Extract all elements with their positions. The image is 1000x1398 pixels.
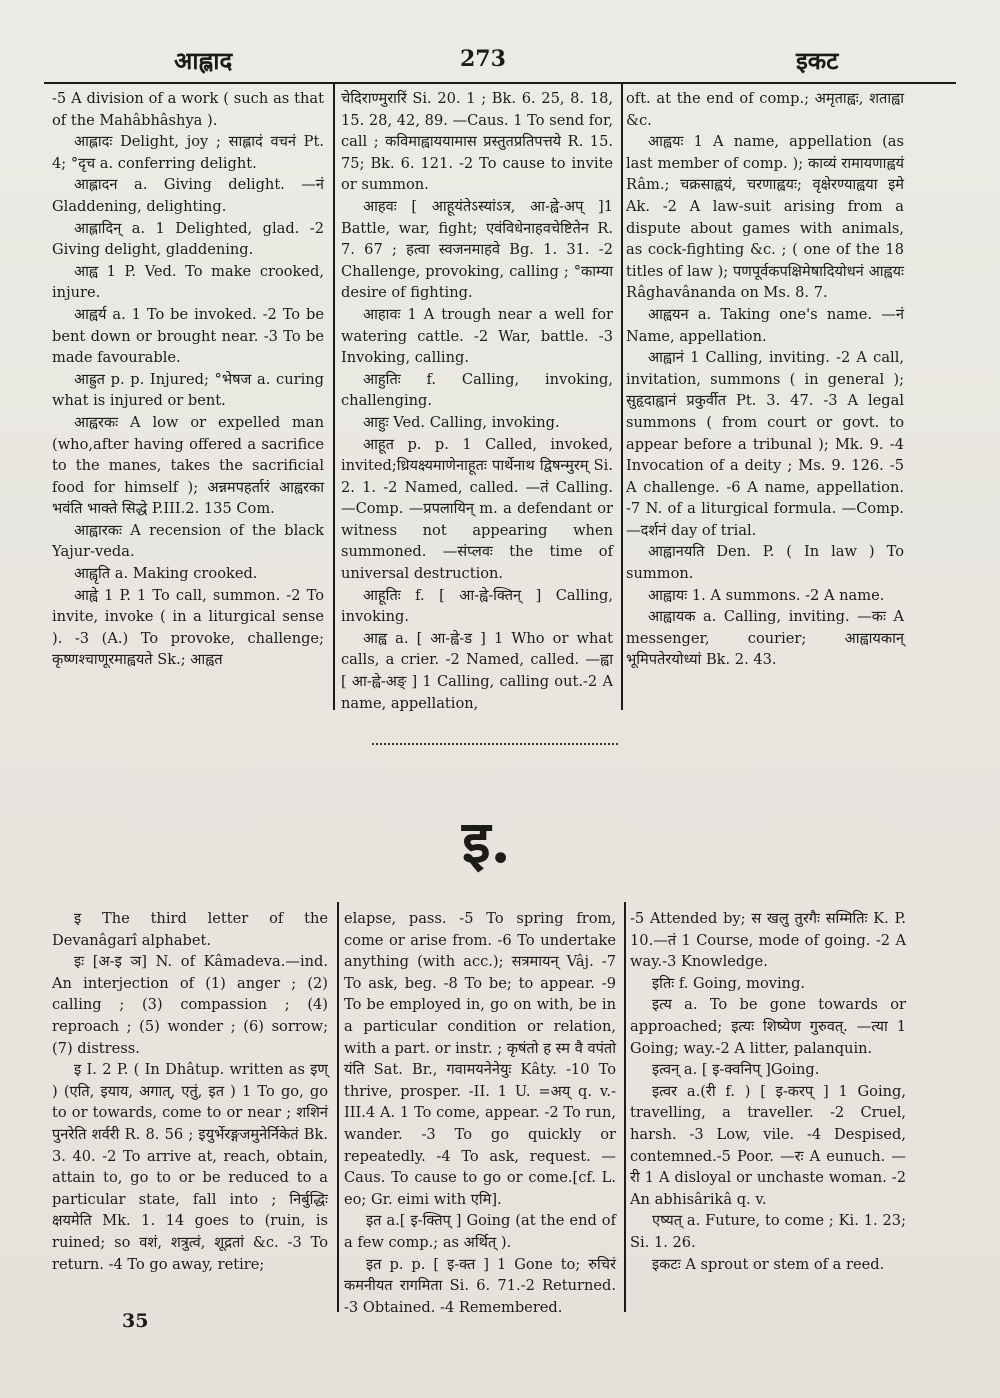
- entry: इत्वन् a. [ इ-क्वनिप् ]Going.: [652, 1061, 820, 1079]
- entry: आह्वारकः A recension of the black Yajur-veda.: [52, 521, 324, 561]
- bottom-column-2: [344, 908, 616, 1318]
- entry: इत्वर a.(री f. ) [ इ-करप् ] 1 Going, travelling, a traveller. -2 Cruel, harsh. -3 Low, vile. -4 Despised, contemned.-5 Poor. —रः A eunuch. —री 1 A disloyal or unchaste woman. -2 An abhisârikâ q. v.: [630, 1082, 906, 1208]
- header-rule: [44, 82, 956, 84]
- entry: आह्वरकः A low or expelled man (who,after having offered a sacrifice to the manes, takes the sacrificial food for himself ); अन्नमपहर्तारं आह्वरका भवंति भाक्ते सिद्धे P.III.2. 135 Com.: [52, 413, 324, 518]
- entry: आहुतिः f. Calling, invoking, challenging.: [341, 370, 613, 410]
- top-column-2: [341, 88, 613, 714]
- entry: आह्लादन a. Giving delight. —नं Gladdening, delighting.: [52, 176, 324, 215]
- entry: इत a.[ इ-क्तिप् ] Going (at the end of a few comp.; as अर्थित् ).: [344, 1212, 616, 1251]
- entry: -5 A division of a work ( such as that of the Mahâbhâshya ).: [52, 90, 324, 129]
- entry: आह्व 1 P. Ved. To make crooked, injure.: [52, 262, 324, 302]
- column-divider-bottom-2: [624, 902, 626, 1312]
- column-divider-top-2: [621, 84, 623, 710]
- bottom-column-3: [630, 908, 906, 1275]
- entry: आह्वर्य a. 1 To be invoked. -2 To be bent down or brought near. -3 To be made favourable.: [52, 305, 324, 367]
- entry: चेदिराण्मुरारिं Si. 20. 1 ; Bk. 6. 25, 8. 18, 15. 28, 42, 89. —Caus. 1 To send for, call ; कविमाह्वाययामास प्रस्तुतप्रतिपत्तये R. 15. 75; Bk. 6. 121. -2 To cause to invite or summon.: [341, 90, 613, 194]
- entry: इ I. 2 P. ( In Dhâtup. written as इण् ) (एति, इयाय, अगात्, एतुं, इत ) 1 To go, go to or towards, come to or near ; शशिनं पुनरेति शर्वरी R. 8. 56 ; इयुर्भेरङ्गजमुनेर्निकेतं Bk. 3. 40. -2 To arrive at, reach, obtain, attain to, go to or be reduced to a particular state, fall into ; निर्बुद्धिः क्षयमेति Mk. 1. 14 goes to (ruin, is ruined; so वशं, शत्रुत्वं, शूद्रतां &c. -3 To return. -4 To go away, retire;: [52, 1061, 328, 1273]
- entry: आह्लादिन् a. 1 Delighted, glad. -2 Giving delight, gladdening.: [52, 219, 324, 259]
- column-divider-bottom-1: [337, 902, 339, 1312]
- entry: आह्वानयति Den. P. ( In law ) To summon.: [626, 543, 904, 583]
- entry: आह्रुत p. p. Injured; °भेषज a. curing what is injured or bent.: [52, 370, 324, 410]
- entry: oft. at the end of comp.; अमृताह्वः, शताह्वा &c.: [626, 90, 904, 129]
- entry: आहूतिः f. [ आ-ह्वे-क्तिन् ] Calling, invoking.: [341, 586, 613, 626]
- entry: आह्वृति a. Making crooked.: [74, 565, 258, 583]
- entry: आह्वायः 1. A summons. -2 A name.: [648, 586, 885, 604]
- section-separator: [372, 743, 618, 745]
- entry: आहवः [ आहूयंतेऽस्यांऽत्र, आ-ह्वे-अप् ]1 Battle, war, fight; एवंविधेनाहवचेष्टितेन R. 7. 67 ; हत्वा स्वजनमाहवे Bg. 1. 31. -2 Challenge, provoking, calling ; °काम्या desire of fighting.: [341, 197, 613, 302]
- page-header: [0, 38, 1000, 78]
- entry: elapse, pass. -5 To spring from, come or arise from. -6 To undertake anything (with acc.); सत्रमायन् Vâj. -7 To ask, beg. -8 To be; to appear. -9 To be employed in, go on with, be in a particular condition or relation, with a part. or instr. ; कृषंतो ह स्म वै वपंतो यंति Sat. Br., गवामयनेनेयुः Kâty. -10 To thrive, prosper. -II. 1 U. =अय् q. v.-III.4 A. 1 To come, appear. -2 To run, wander. -3 To go quickly or repeatedly. -4 To ask, request. —Caus. To cause to go or come.[cf. L. eo; Gr. eimi with एमि].: [344, 910, 616, 1208]
- entry: इः [अ-इ ञ] N. of Kâmadeva.—ind. An interjection of (1) anger ; (2) calling ; (3) compassion ; (4) reproach ; (5) wonder ; (6) sorrow; (7) distress.: [52, 953, 328, 1057]
- entry: आह्वानं 1 Calling, inviting. -2 A call, invitation, summons ( in general ); सुहृदाह्वानं प्रकुर्वीत Pt. 3. 47. -3 A legal summons ( from court or govt. to appear before a tribunal ); Mk. 9. -4 Invocation of a deity ; Ms. 9. 126. -5 A challenge. -6 A name, appellation. -7 N. of a liturgical formula. —Comp. —दर्शनं day of trial.: [626, 349, 904, 539]
- signature-mark: 35: [122, 1310, 149, 1332]
- entry: -5 Attended by; स खलु तुरगैः सम्मितिः K. P. 10.—तं 1 Course, mode of going. -2 A way.-3 Knowledge.: [630, 910, 906, 971]
- top-column-1: [52, 88, 324, 671]
- left-guide-word: आह्लाद: [174, 46, 233, 75]
- entry: इ The third letter of the Devanâgarî alphabet.: [52, 910, 328, 949]
- section-letter: इ.: [462, 808, 511, 876]
- entry: आह्वायक a. Calling, inviting. —कः A messenger, courier; आह्वायकान् भूमिपतेरयोध्यां Bk. 2. 43.: [626, 608, 904, 669]
- entry: इत p. p. [ इ-क्त ] 1 Gone to; रुचिरं कमनीयत रागमिता Si. 6. 71.-2 Returned. -3 Obtained. -4 Remembered.: [344, 1255, 616, 1316]
- top-column-3: [626, 88, 904, 671]
- entry: आह्वे 1 P. 1 To call, summon. -2 To invite, invoke ( in a liturgical sense ). -3 (A.) To provoke, challenge; कृष्णश्चाणूरमाह्वयते Sk.; आह्वत: [52, 586, 324, 669]
- entry: इकटः A sprout or stem of a reed.: [652, 1255, 885, 1273]
- page-number: 273: [460, 46, 506, 72]
- right-guide-word: इकट: [796, 46, 839, 75]
- entry: इतिः f. Going, moving.: [652, 974, 806, 992]
- bottom-column-1: [52, 908, 328, 1275]
- column-divider-top-1: [333, 84, 335, 710]
- entry: आहावः 1 A trough near a well for watering cattle. -2 War, battle. -3 Invoking, calling.: [341, 305, 613, 367]
- entry: आह्वयन a. Taking one's name. —नं Name, appellation.: [626, 305, 904, 345]
- entry: आहूत p. p. 1 Called, invoked, invited;ध्रियक्ष्यमाणेनाहूतः पार्थेनाथ द्विषन्मुरम् Si. 2. 1. -2 Named, called. —तं Calling. —Comp. —प्रपलायिन् m. a defendant or witness not appearing when summoned. —संप्लवः the time of universal destruction.: [341, 435, 613, 583]
- entry: आहुः Ved. Calling, invoking.: [363, 413, 560, 431]
- entry: आह्लादः Delight, joy ; साह्लादं वचनं Pt. 4; °दृच a. conferring delight.: [52, 133, 324, 172]
- entry: इत्य a. To be gone towards or approached; इत्यः शिष्येण गुरुवत्. —त्या 1 Going; way.-2 A litter, palanquin.: [630, 996, 906, 1057]
- entry: एष्यत् a. Future, to come ; Ki. 1. 23; Si. 1. 26.: [630, 1212, 906, 1251]
- entry: आह्वयः 1 A name, appellation (as last member of comp. ); काव्यं रामायणाह्वयं Râm.; चक्रसाह्वयं, चरणाह्वयः; वृक्षेरण्याह्वया इमे Ak. -2 A law-suit arising from a dispute about games with animals, as cock-fighting &c. ; ( one of the 18 titles of law ); पणपूर्वकपक्षिमेषादियोधनं आह्वयः Râghavânanda on Ms. 8. 7.: [626, 133, 904, 302]
- entry: आह्व a. [ आ-ह्वे-ड ] 1 Who or what calls, a crier. -2 Named, called. —ह्वा [ आ-ह्वे-अङ् ] 1 Calling, calling out.-2 A name, appellation,: [341, 629, 613, 712]
